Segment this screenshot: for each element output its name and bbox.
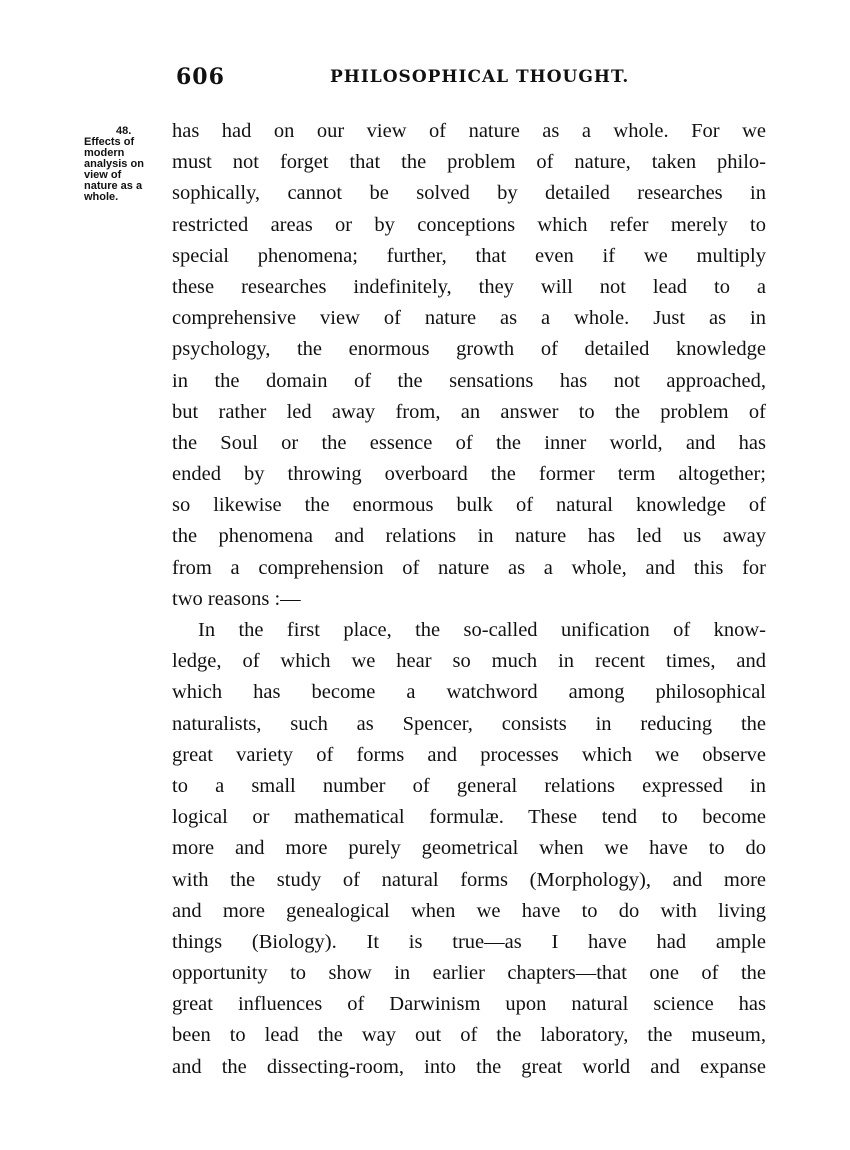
text-line: in the domain of the sensations has not approached, xyxy=(172,369,766,392)
text-line: these researches indefinitely, they will not lead to a xyxy=(172,275,766,298)
marginal-note-line: analysis on xyxy=(84,158,144,170)
text-line: more and more purely geometrical when we have to do xyxy=(172,837,766,860)
marginal-note-line: Effects of xyxy=(84,136,135,148)
marginal-note-line: whole. xyxy=(84,191,119,203)
text-line: has had on our view of nature as a whole. For we xyxy=(172,120,766,142)
text-line: naturalists, such as Spencer, consists in reducing the xyxy=(172,712,766,735)
marginal-note-line: view of xyxy=(84,169,122,181)
text-line: great influences of Darwinism upon natural science has xyxy=(172,993,766,1016)
text-line: and more genealogical when we have to do with living xyxy=(172,899,766,922)
running-title: PHILOSOPHICAL THOUGHT. xyxy=(330,67,630,87)
section-number: 48. xyxy=(116,125,132,137)
marginal-note xyxy=(84,126,162,203)
text-line: opportunity to show in earlier chapters—that one of the xyxy=(172,962,766,985)
marginal-note-line: modern xyxy=(84,147,125,159)
text-line: but rather led away from, an answer to the problem of xyxy=(172,400,766,423)
text-line: with the study of natural forms (Morphology), and more xyxy=(172,868,766,891)
text-line: ended by throwing overboard the former term altogether; xyxy=(172,463,766,486)
paragraph-1 xyxy=(172,116,766,615)
text-line: restricted areas or by conceptions which refer merely to xyxy=(172,213,766,236)
text-line: In the first place, the so-called unification of know- xyxy=(198,619,766,641)
text-line: from a comprehension of nature as a whole, and this for xyxy=(172,556,766,579)
paragraph-2 xyxy=(172,615,766,1083)
text-line: the phenomena and relations in nature has led us away xyxy=(172,525,766,548)
text-line: logical or mathematical formulæ. These tend to become xyxy=(172,806,766,829)
text-line: great variety of forms and processes which we observe xyxy=(172,743,766,766)
marginal-note-line: nature as a xyxy=(84,180,143,192)
text-line: ledge, of which we hear so much in recent times, and xyxy=(172,650,766,673)
text-line: things (Biology). It is true—as I have had ample xyxy=(172,930,766,953)
page-header xyxy=(0,64,850,94)
text-line: sophically, cannot be solved by detailed researches in xyxy=(172,182,766,205)
text-line: two reasons :— xyxy=(172,587,301,610)
text-line: to a small number of general relations expressed in xyxy=(172,774,766,797)
text-line: been to lead the way out of the laboratory, the museum, xyxy=(172,1024,766,1047)
text-line: so likewise the enormous bulk of natural knowledge of xyxy=(172,494,766,517)
text-line: must not forget that the problem of nature, taken philo- xyxy=(172,151,766,174)
text-line: psychology, the enormous growth of detailed knowledge xyxy=(172,338,766,361)
text-line: which has become a watchword among philosophical xyxy=(172,681,766,704)
text-line: comprehensive view of nature as a whole. Just as in xyxy=(172,307,766,330)
text-line: the Soul or the essence of the inner world, and has xyxy=(172,431,766,454)
text-line: and the dissecting-room, into the great world and expanse xyxy=(172,1055,766,1078)
text-line: special phenomena; further, that even if we multiply xyxy=(172,244,766,267)
page-number: 606 xyxy=(176,64,225,90)
body-text xyxy=(172,116,766,1083)
